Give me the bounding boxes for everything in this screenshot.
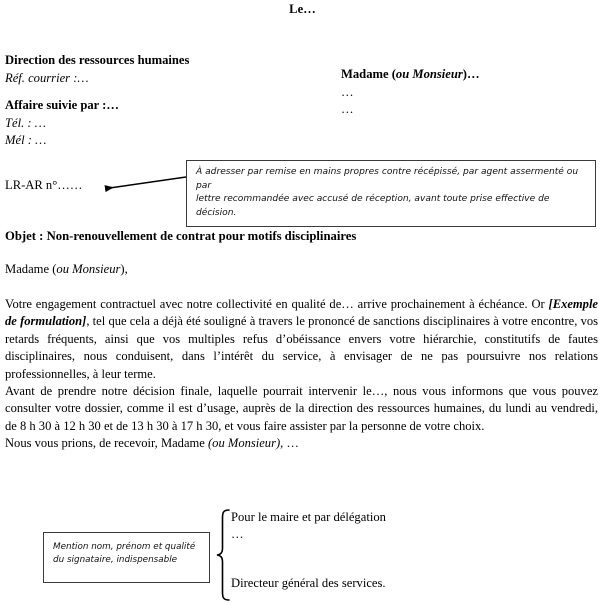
salutation-line [5, 262, 128, 277]
registered-mail-line: LR-AR n°…… [5, 178, 83, 192]
callout-box-delivery [186, 160, 596, 227]
sender-email: Mél : … [5, 133, 47, 147]
salutation-prefix: Madame ( [5, 262, 57, 276]
body-p3-part-2: , … [280, 436, 299, 451]
sender-reference: Réf. courrier :… [5, 70, 89, 85]
body-p3-italic: (ou Monsieur) [208, 436, 281, 451]
recipient-name-prefix: Madame ( [341, 67, 396, 81]
sender-handled-by: Affaire suivie par :… [5, 98, 119, 112]
signature-placeholder: … [231, 527, 244, 542]
signature-block [231, 509, 561, 592]
sender-block [5, 52, 305, 150]
signature-delegation: Pour le maire et par délégation [231, 510, 386, 524]
body-paragraph-1 [5, 296, 598, 383]
letter-body [5, 296, 598, 453]
salutation-suffix: ), [120, 262, 128, 276]
sender-spacer [5, 87, 305, 97]
salutation-italic: ou Monsieur [56, 262, 121, 276]
body-p1-part-2: , tel que cela a déjà été souligné à travers le prononcé de sanctions disciplinaires à votre encontre, vos retards fréquents, ainsi que vos multiples refus d’obéissance envers votre hiérarchie, constitutifs de fautes disciplinaires, nous conduisent, dans l’intérêt du service, à envisager de ne pas poursuivre nos relations professionnelles, à leur terme. [5, 314, 598, 381]
sender-phone: Tél. : … [5, 115, 46, 130]
body-paragraph-3 [5, 435, 598, 452]
signature-spacer [231, 544, 561, 575]
recipient-name-suffix: )… [462, 67, 480, 81]
callout-line-2: lettre recommandée avec accusé de réception, avant toute prise effective de décision. [196, 194, 550, 218]
body-p1-part-1: Votre engagement contractuel avec notre collectivité en qualité de… arrive prochainement à échéance. Or [5, 297, 549, 311]
body-p3-part-1: Nous vous prions, de recevoir, Madame [5, 436, 208, 451]
signature-title: Directeur général des services. [231, 575, 386, 590]
date-line: Le… [289, 2, 316, 16]
callout-line-1: À adresser par remise en mains propres contre récépissé, par agent assermenté ou par [196, 167, 579, 191]
sender-department: Direction des ressources humaines [5, 53, 190, 67]
body-p1-emphasis: [Exemple de formulation] [5, 297, 598, 329]
recipient-name-italic: ou Monsieur [395, 67, 463, 81]
signature-note-box [43, 532, 210, 583]
recipient-address-line-1: … [341, 84, 354, 99]
recipient-name [341, 66, 601, 84]
recipient-address-line-2: … [341, 102, 354, 116]
callout-arrow-icon [90, 168, 190, 202]
body-paragraph-2: Avant de prendre notre décision finale, laquelle pourrait intervenir le…, nous vous informons que vous pouvez consulter votre dossier, comme il est d’usage, auprès de la direction des ressources humaines, du lundi au vendredi, de 8 h 30 à 12 h 30 et de 13 h 30 à 17 h 30, et vous faire assister par la personne de votre choix. [5, 384, 598, 433]
recipient-block [341, 66, 601, 119]
signature-note-line-1: Mention nom, prénom et qualité [53, 542, 196, 552]
signature-note-line-2: du signataire, indispensable [53, 555, 178, 566]
subject-line: Objet : Non-renouvellement de contrat pour motifs disciplinaires [5, 229, 357, 243]
